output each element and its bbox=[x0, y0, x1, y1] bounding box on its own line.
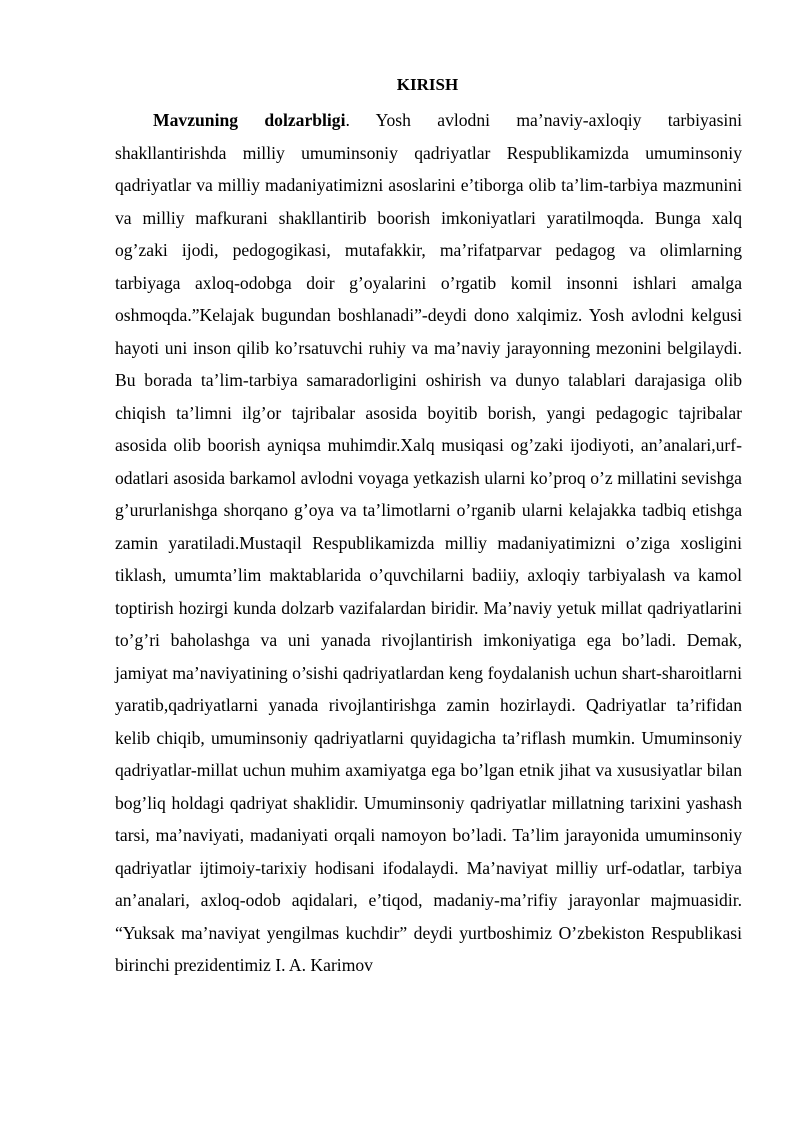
section-heading: KIRISH bbox=[396, 75, 459, 94]
lead-punctuation: . bbox=[345, 110, 350, 130]
body-paragraph bbox=[115, 104, 742, 982]
lead-phrase: Mavzuning dolzarbligi bbox=[153, 110, 346, 130]
paragraph-text: Yosh avlodni ma’naviy-axloqiy tarbiyasini shakllantirishda milliy umuminsoniy qadriyatlar Respublikamizda umuminsoniy qadriyatlar va milliy madaniyatimizni asoslarini e’tiborga olib ta’lim-tarbiya mazmunini va milliy mafkurani shakllantirib boorish imkoniyatlari yaratilmoqda. Bunga xalq og’zaki ijodi, pedogogikasi, mutafakkir, ma’rifatparvar pedagog va olimlarning tarbiyaga axloq-odobga doir g’oyalarini o’rgatib komil insonni ishlari amalga oshmoqda.”Kelajak bugundan boshlanadi”-deydi dono xalqimiz. Yosh avlodni kelgusi hayoti uni inson qilib ko’rsatuvchi ruhiy va ma’naviy jarayonning mezonini belgilaydi. Bu borada ta’lim-tarbiya samaradorligini oshirish va dunyo talablari darajasiga olib chiqish ta’limni ilg’or tajribalar asosida boyitib borish, yangi pedagogic tajribalar asosida olib boorish ayniqsa muhimdir.Xalq musiqasi og’zaki ijodiyoti, an’analari,urf-odatlari asosida barkamol avlodni voyaga yetkazish ularni ko’proq o’z millatini sevishga g’ururlanishga shorqano g’oya va ta’limotlarni o’rganib ularni kelajakka tadbiq etishga zamin yaratiladi.Mustaqil Respublikamizda milliy madaniyatimizni o’ziga xosligini tiklash, umumta’lim maktablarida o’quvchilarni badiiy, axloqiy tarbiyalash va kamol toptirish hozirgi kunda dolzarb vazifalardan biridir. Ma’naviy yetuk millat qadriyatlarini to’g’ri baholashga va uni yanada rivojlantirish imkoniyatiga ega bo’ladi. Demak, jamiyat ma’naviyatining o’sishi qadriyatlardan keng foydalanish uchun shart-sharoitlarni yaratib,qadriyatlarni yanada rivojlantirishga zamin hozirlaydi. Qadriyatlar ta’rifidan kelib chiqib, umuminsoniy qadriyatlarni quyidagicha ta’riflash mumkin. Umuminsoniy qadriyatlar-millat uchun muhim axamiyatga ega bo’lgan etnik jihat va xususiyatlar bilan bog’liq holdagi qadriyat shaklidir. Umuminsoniy qadriyatlar millatning tarixini yashash tarsi, ma’naviyati, madaniyati orqali namoyon bo’ladi. Ta’lim jarayonida umuminsoniy qadriyatlar ijtimoiy-tarixiy hodisani ifodalaydi. Ma’naviyat milliy urf-odatlar, tarbiya an’analari, axloq-odob aqidalari, e’tiqod, madaniy-ma’rifiy jarayonlar majmuasidir. “Yuksak ma’naviyat yengilmas kuchdir” deydi yurtboshimiz O’zbekiston Respublikasi birinchi prezidentimiz I. A. Karimov bbox=[115, 110, 743, 975]
